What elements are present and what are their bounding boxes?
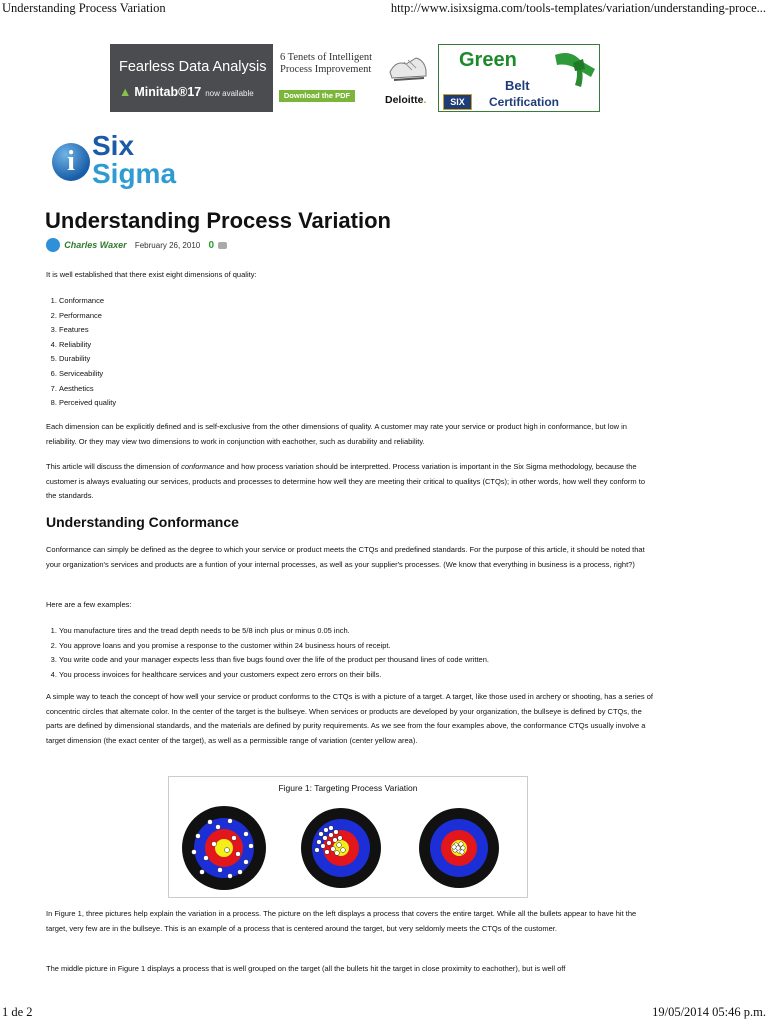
figure-caption: Figure 1: Targeting Process Variation	[278, 783, 418, 793]
paragraph-6: In Figure 1, three pictures help explain the variation in a process. The picture on the left displays a process that covers the entire target. While all the bullets appear to have hit the target, very few are in the bullseye. This is an example of a process that is centered around the target, but very seldomly meets the CTQs of the customer.	[46, 909, 637, 933]
list-item: 4. Reliability	[59, 338, 656, 353]
list-item: 3. You write code and your manager expects less than five bugs found over the life of the product per thousand lines of code written.	[59, 653, 656, 668]
sneakers-icon	[386, 50, 430, 86]
ad-deloitte-banner[interactable]	[276, 44, 434, 112]
paragraph-5: A simple way to teach the concept of how well your service or product conforms to the CTQs is with a picture of a target. A target, like those used in archery or shooting, has a series of concentric circles that alternate color. In the center of the target is the bullseye. When services or products are developed by your organization, the bullseye is defined by CTQs, the parts are defined by dimensional standards, and the materials are defined by purity requirements. As we see from the four examples above, the conformance CTQs usually involve a target dimension (the exact center of the target), as well as a permissible range of variation (center yellow area).	[46, 692, 653, 745]
list-item: 5. Durability	[59, 352, 656, 367]
target-right	[419, 808, 499, 888]
download-pdf-button[interactable]: Download the PDF	[279, 90, 355, 102]
author-link[interactable]: Charles Waxer	[64, 240, 127, 250]
ad-minitab-headline: Fearless Data Analysis	[119, 59, 267, 75]
section-heading: Understanding Conformance	[46, 514, 239, 530]
list-item: 6. Serviceability	[59, 367, 656, 382]
comment-bubble-icon[interactable]	[218, 242, 227, 249]
paragraph-7: The middle picture in Figure 1 displays a process that is well grouped on the target (all the bullets hit the target in close proximity to eachother), but is well off	[46, 964, 566, 973]
targets-graphic	[169, 777, 527, 897]
paragraph-2: This article will discuss the dimension of conformance and how process variation should be interpretted. Process variation is important in the Six Sigma methodology, because the customer is always evaluating our services, products and processes to determine how well they are meeting their critical to qualitys (CTQs); in other words, how well they conform to the standards.	[46, 462, 646, 501]
isixsigma-logo[interactable]	[50, 131, 190, 195]
author-avatar	[46, 238, 60, 252]
ad-green-belt-banner[interactable]	[438, 44, 600, 112]
minitab-logo-icon: ▲	[119, 85, 132, 99]
print-footer	[2, 1005, 766, 1021]
list-item: 1. Conformance	[59, 294, 656, 309]
print-header	[2, 1, 766, 17]
print-header-title: Understanding Process Variation	[2, 1, 166, 15]
page-number: 1 de 2	[2, 1005, 33, 1019]
paragraph-3: Conformance can simply be defined as the degree to which your service or product meets the CTQs and predefined standards. For the purpose of this article, it should be noted that your organization's services and products are a funtion of your internal processes, as well as your supplier's processes. (We know that everything in business is a process, right?)	[46, 545, 645, 569]
list-item: 8. Perceived quality	[59, 396, 656, 411]
intro-paragraph: It is well established that there exist eight dimensions of quality:	[46, 270, 257, 279]
target-left	[182, 806, 266, 890]
article-byline	[46, 238, 227, 254]
green-belt-icon	[551, 47, 597, 89]
ad-minitab-tag: now available	[205, 89, 254, 98]
six-sigma-badge: SIX	[443, 94, 472, 110]
print-timestamp: 19/05/2014 05:46 p.m.	[652, 1005, 766, 1019]
deloitte-logo: Deloitte.	[385, 94, 427, 106]
ad-certification-label: Certification	[489, 95, 560, 109]
list-item: 3. Features	[59, 323, 656, 338]
ad-minitab-product: ▲ Minitab®17 now available	[119, 85, 254, 99]
target-middle	[301, 808, 381, 888]
list-item: 7. Aesthetics	[59, 382, 656, 397]
ad-minitab-banner[interactable]	[110, 44, 273, 112]
logo-six-text: Six	[92, 130, 135, 161]
ad-belt-label: Belt	[505, 78, 530, 93]
list-item: 4. You process invoices for healthcare services and your customers expect zero errors on their bills.	[59, 668, 656, 683]
logo-sigma-text: Sigma	[92, 158, 177, 189]
article-title: Understanding Process Variation	[45, 208, 391, 233]
print-header-url[interactable]: http://www.isixsigma.com/tools-templates/variation/understanding-proce...	[390, 1, 766, 15]
list-item: 1. You manufacture tires and the tread depth needs to be 5/8 inch plus or minus 0.05 inch.	[59, 624, 656, 639]
logo-i-icon: i	[52, 143, 90, 181]
ad-deloitte-headline: 6 Tenets of Intelligent Process Improvement	[280, 52, 373, 75]
article-date: February 26, 2010	[134, 240, 201, 250]
comment-count[interactable]: 0	[208, 239, 215, 251]
dimensions-list	[46, 294, 656, 411]
figure-targets	[168, 776, 528, 898]
ad-green-label: Green	[459, 49, 517, 71]
paragraph-4: Here are a few examples:	[46, 600, 132, 609]
examples-list	[46, 624, 656, 682]
paragraph-1: Each dimension can be explicitly defined and is self-exclusive from the other dimensions of quality. A customer may rate your service or product high in conformance, but low in reliability. Or they may view two dimensions to work in conjunction with eachother, such as durability and reliability.	[46, 422, 627, 446]
list-item: 2. Performance	[59, 309, 656, 324]
list-item: 2. You approve loans and you promise a response to the customer within 24 business hours of receipt.	[59, 639, 656, 654]
